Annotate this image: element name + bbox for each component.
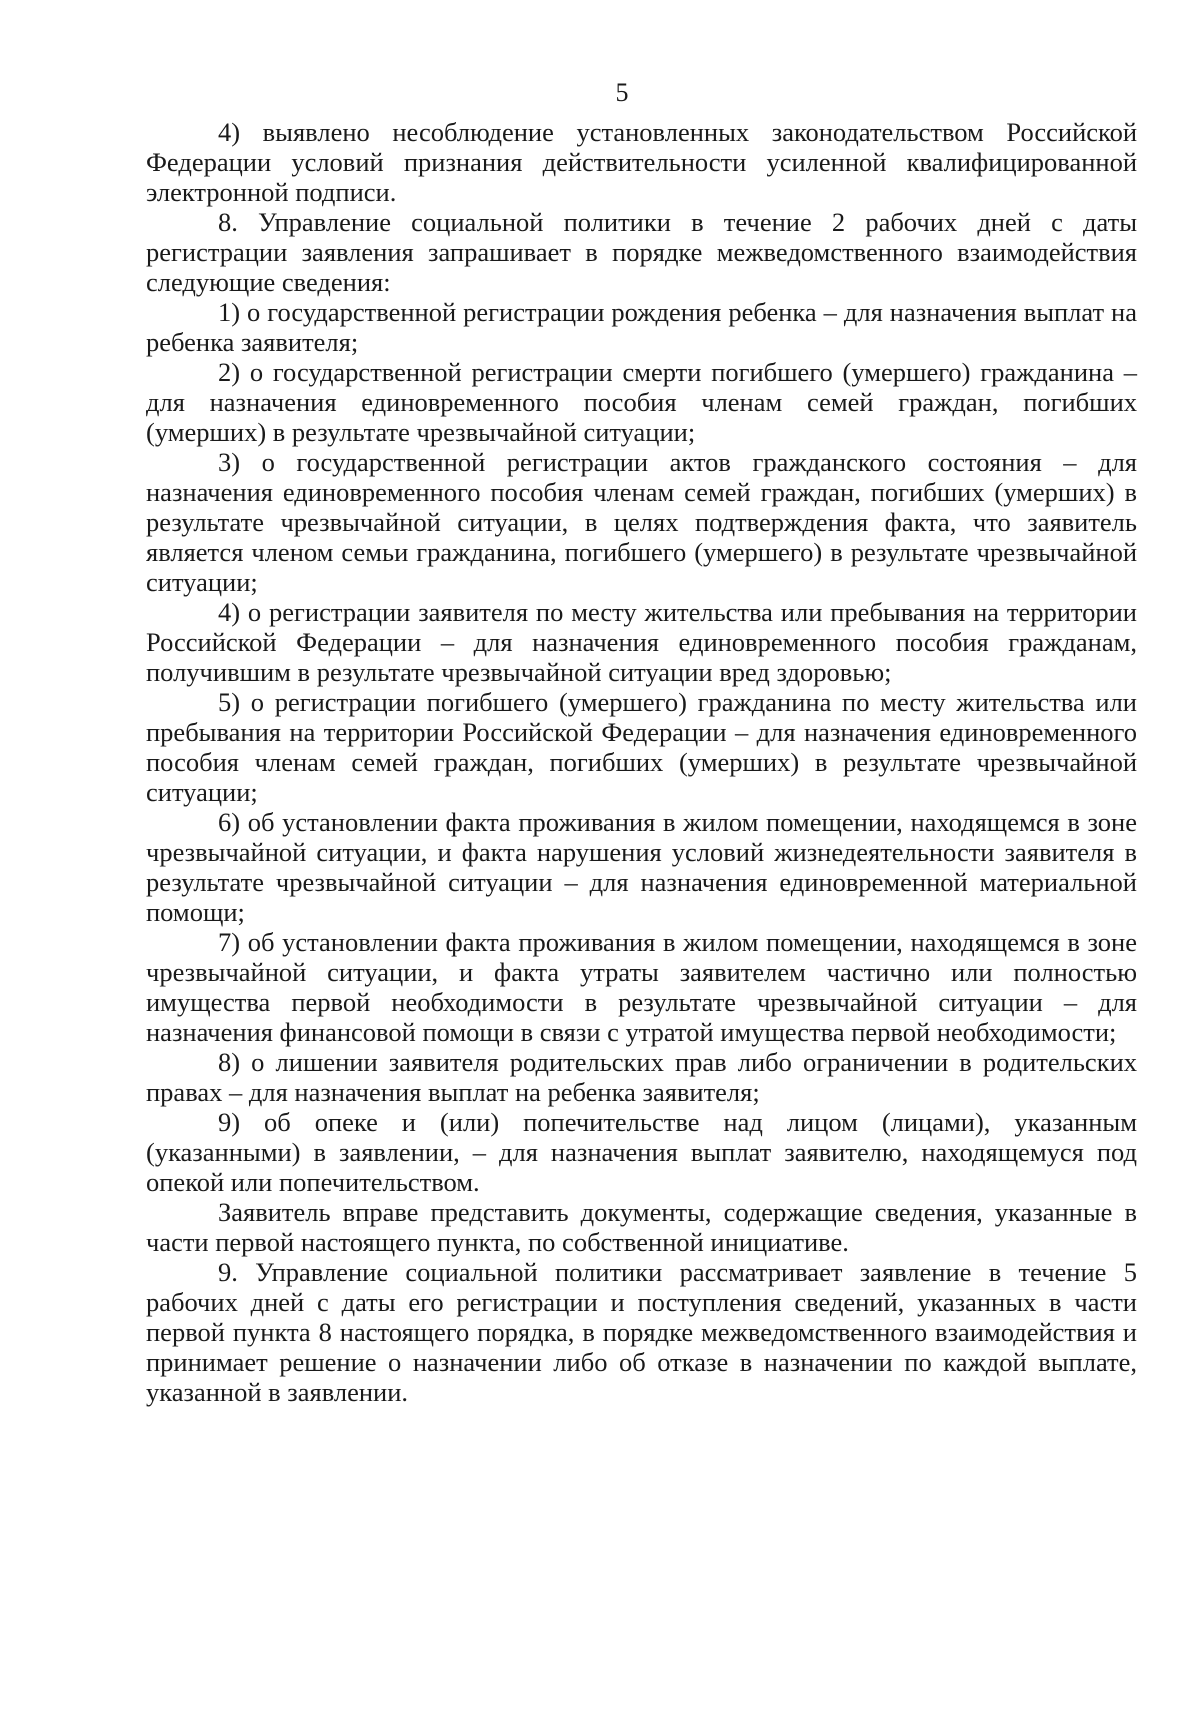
paragraph-item-6-living-conditions: 6) об установлении факта проживания в жилом помещении, находящемся в зоне чрезвычайной ситуации, и факта нарушения условий жизнедеятельности заявителя в результате чрезвычайной ситуации – для назначения единовременной материальной помощи; bbox=[146, 807, 1137, 927]
paragraph-clause-8: 8. Управление социальной политики в течение 2 рабочих дней с даты регистрации заявления запрашивает в порядке межведомственного взаимодействия следующие сведения: bbox=[146, 207, 1137, 297]
paragraph-item-9-guardianship: 9) об опеке и (или) попечительстве над лицом (лицами), указанным (указанными) в заявлении, – для назначения выплат заявителю, находящемуся под опекой или попечительством. bbox=[146, 1107, 1137, 1197]
paragraph-item-1-birth: 1) о государственной регистрации рождения ребенка – для назначения выплат на ребенка заявителя; bbox=[146, 297, 1137, 357]
paragraph-item-8-parental-rights: 8) о лишении заявителя родительских прав либо ограничении в родительских правах – для назначения выплат на ребенка заявителя; bbox=[146, 1047, 1137, 1107]
paragraph-item-4-signature: 4) выявлено несоблюдение установленных законодательством Российской Федерации условий признания действительности усиленной квалифицированной электронной подписи. bbox=[146, 117, 1137, 207]
paragraph-clause-9: 9. Управление социальной политики рассматривает заявление в течение 5 рабочих дней с даты его регистрации и поступления сведений, указанных в части первой пункта 8 настоящего порядка, в порядке межведомственного взаимодействия и принимает решение о назначении либо об отказе в назначении по каждой выплате, указанной в заявлении. bbox=[146, 1257, 1137, 1407]
paragraph-item-5-deceased-residence: 5) о регистрации погибшего (умершего) гражданина по месту жительства или пребывания на территории Российской Федерации – для назначения единовременного пособия членам семей граждан, погибших (умерших) в результате чрезвычайной ситуации; bbox=[146, 687, 1137, 807]
paragraph-item-3-civil-status: 3) о государственной регистрации актов гражданского состояния – для назначения единовременного пособия членам семей граждан, погибших (умерших) в результате чрезвычайной ситуации, в целях подтверждения факта, что заявитель является членом семьи гражданина, погибшего (умершего) в результате чрезвычайной ситуации; bbox=[146, 447, 1137, 597]
paragraph-item-2-death: 2) о государственной регистрации смерти погибшего (умершего) гражданина – для назначения единовременного пособия членам семей граждан, погибших (умерших) в результате чрезвычайной ситуации; bbox=[146, 357, 1137, 447]
paragraph-applicant-right: Заявитель вправе представить документы, содержащие сведения, указанные в части первой настоящего пункта, по собственной инициативе. bbox=[146, 1197, 1137, 1257]
document-body bbox=[146, 117, 1137, 1407]
paragraph-item-4-residence: 4) о регистрации заявителя по месту жительства или пребывания на территории Российской Федерации – для назначения единовременного пособия гражданам, получившим в результате чрезвычайной ситуации вред здоровью; bbox=[146, 597, 1137, 687]
paragraph-item-7-property-loss: 7) об установлении факта проживания в жилом помещении, находящемся в зоне чрезвычайной ситуации, и факта утраты заявителем частично или полностью имущества первой необходимости в результате чрезвычайной ситуации – для назначения финансовой помощи в связи с утратой имущества первой необходимости; bbox=[146, 927, 1137, 1047]
page-number: 5 bbox=[615, 78, 629, 107]
